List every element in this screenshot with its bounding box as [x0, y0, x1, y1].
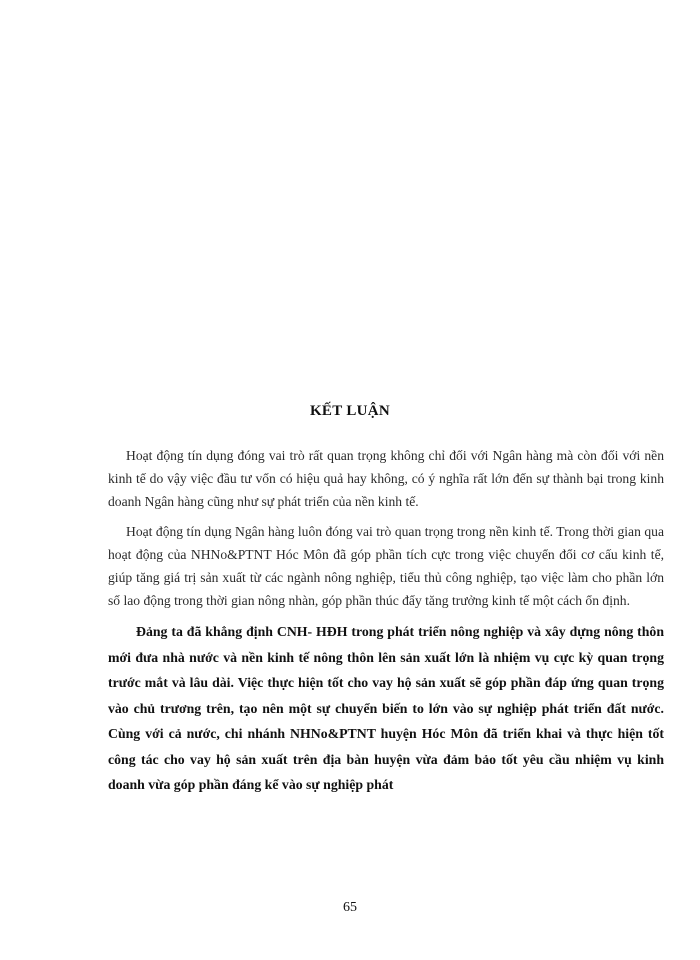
page-number: 65: [343, 900, 357, 915]
paragraph-2: Hoạt động tín dụng Ngân hàng luôn đóng vai trò quan trọng trong nền kinh tế. Trong thời gian qua hoạt động của NHNo&PTNT Hóc Môn đã góp phần tích cực trong việc chuyển đổi cơ cấu kinh tế, giúp tăng giá trị sản xuất từ các ngành nông nghiệp, tiểu thủ công nghiệp, tạo việc làm cho phần lớn số lao động trong thời gian nông nhàn, góp phần thúc đẩy tăng trưởng kinh tế một cách ổn định.: [108, 524, 664, 608]
paragraph-3: Đảng ta đã khẳng định CNH- HĐH trong phát triển nông nghiệp và xây dựng nông thôn mới đưa nhà nước và nền kinh tế nông thôn lên sản xuất lớn là nhiệm vụ cực kỳ quan trọng trước mắt và lâu dài. Việc thực hiện tốt cho vay hộ sản xuất sẽ góp phần đáp ứng quan trọng vào chủ trương trên, tạo nên một sự chuyển biến to lớn vào sự nghiệp phát triển đất nước. Cùng với cả nước, chi nhánh NHNo&PTNT huyện Hóc Môn đã triển khai và thực hiện tốt công tác cho vay hộ sản xuất trên địa bàn huyện vừa đảm bảo tốt yêu cầu nhiệm vụ kinh doanh vừa góp phần đáng kể vào sự nghiệp phát: [108, 624, 664, 792]
paragraph-1: Hoạt động tín dụng đóng vai trò rất quan trọng không chỉ đối với Ngân hàng mà còn đối với nền kinh tế do vậy việc đầu tư vốn có hiệu quả hay không, có ý nghĩa rất lớn đến sự thành bại trong kinh doanh Ngân hàng cũng như sự phát triển của nền kinh tế.: [108, 448, 664, 509]
document-body: [108, 444, 664, 805]
page-title: KẾT LUẬN: [309, 403, 391, 419]
